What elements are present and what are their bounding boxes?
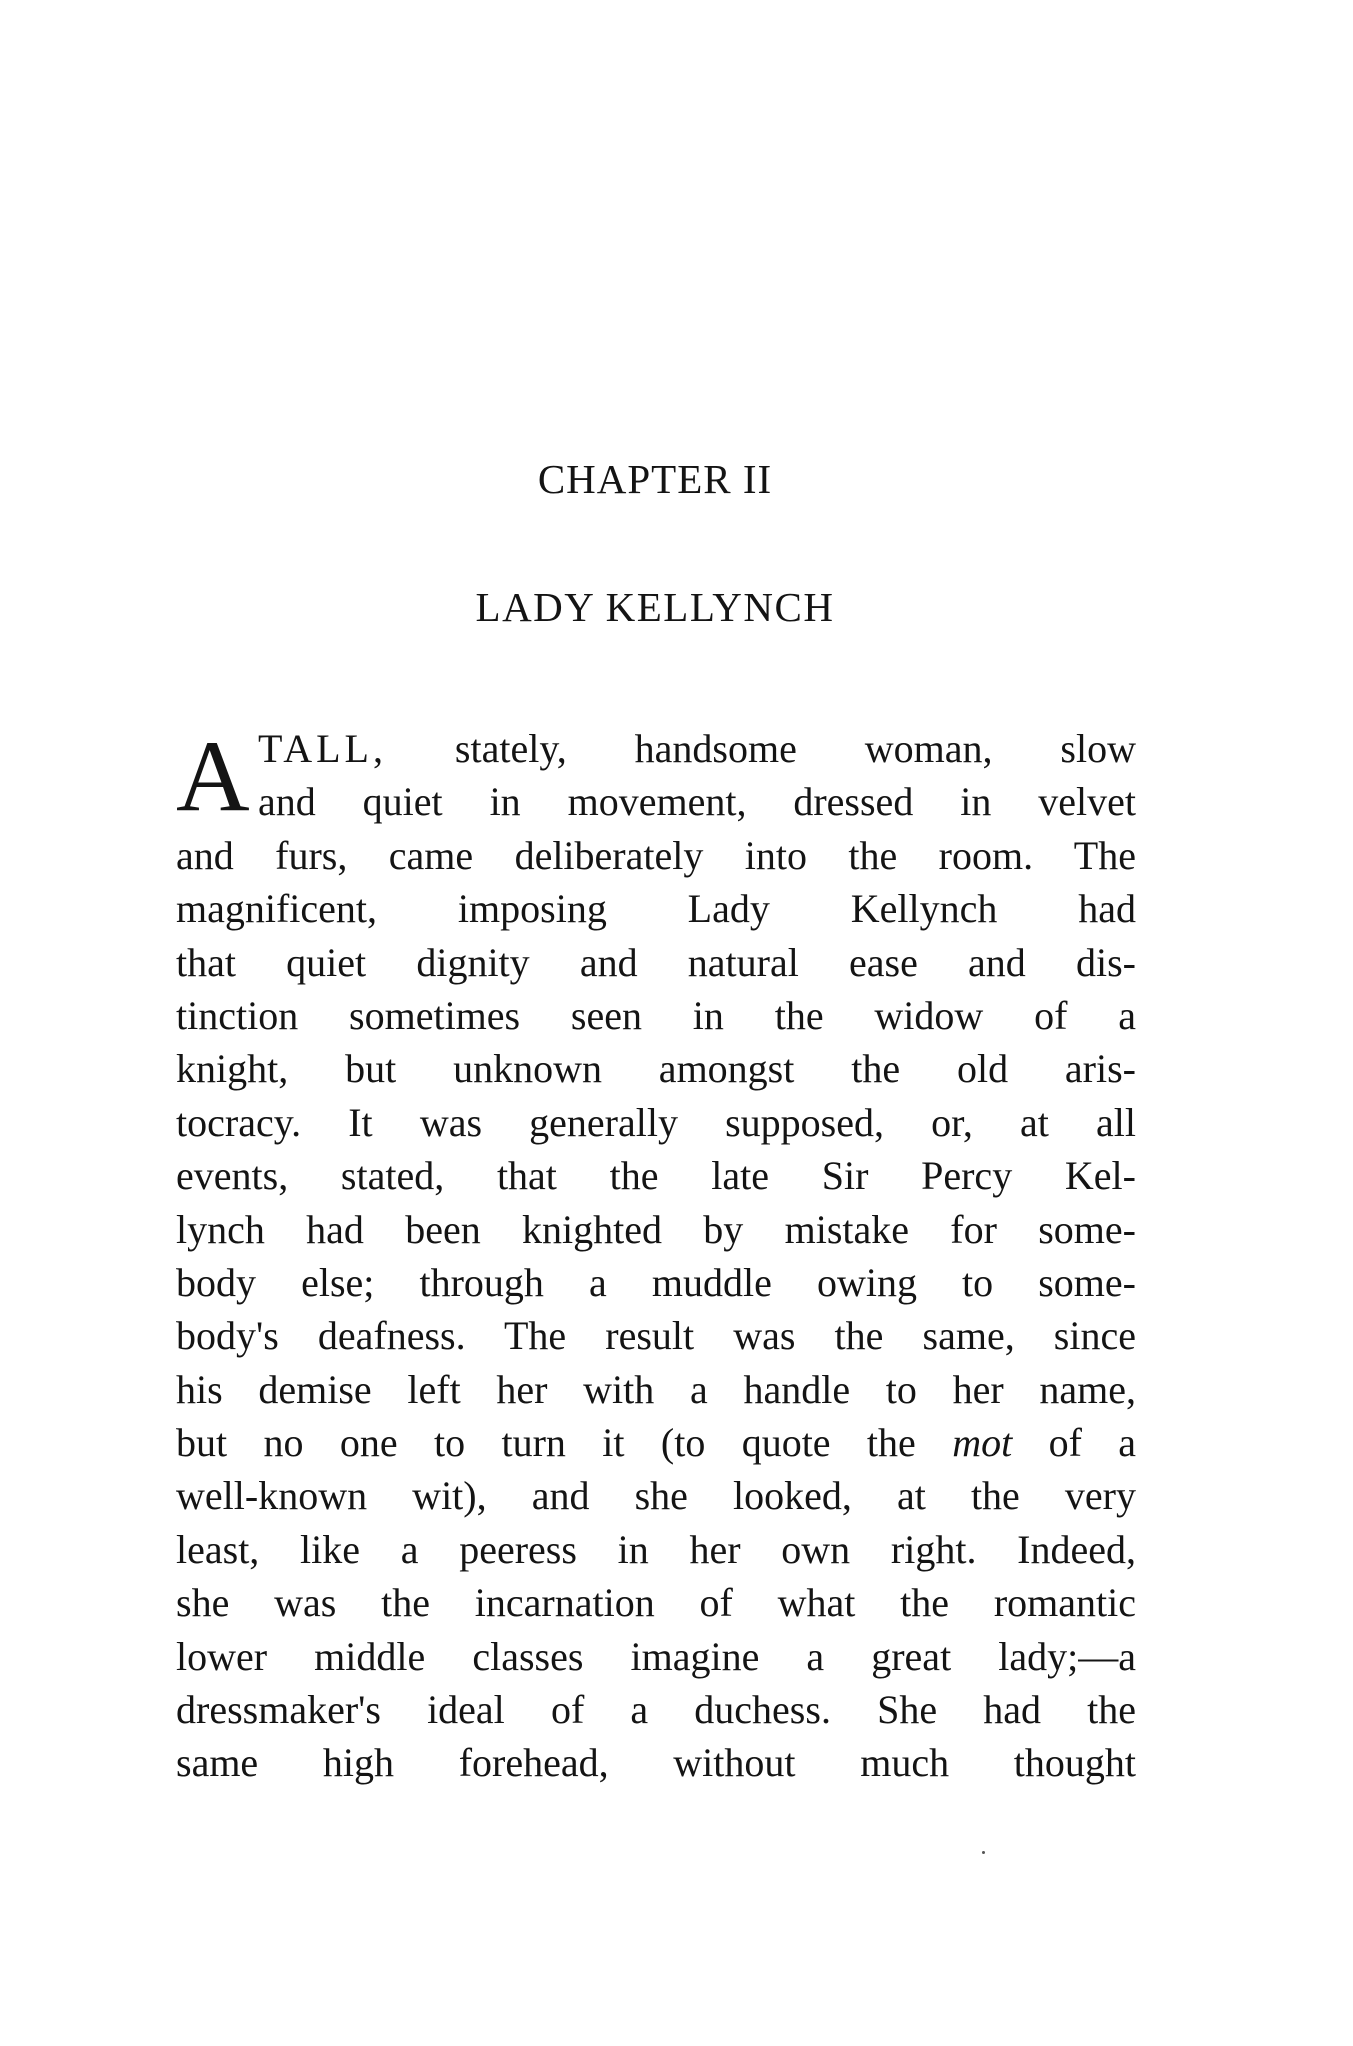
text-line: tinction sometimes seen in the widow of a <box>176 992 1136 1038</box>
text-line: dressmaker's ideal of a duchess. She had the <box>176 1687 1136 1733</box>
text-line-fragment: stately, handsome woman, slow <box>454 726 1136 771</box>
chapter-title: LADY KELLYNCH <box>475 584 835 630</box>
text-line: events, stated, that the late Sir Percy Kel- <box>176 1153 1136 1199</box>
chapter-number: CHAPTER II <box>537 456 773 502</box>
text-line: that quiet dignity and natural ease and dis- <box>176 939 1136 985</box>
text-line <box>176 722 1136 775</box>
drop-cap: A <box>176 720 250 833</box>
text-line: body else; through a muddle owing to some- <box>176 1259 1136 1305</box>
text-line: least, like a peeress in her own right. Indeed, <box>176 1526 1136 1572</box>
text-line-fragment: but no one to turn it (to quote the <box>176 1420 916 1466</box>
body-paragraph <box>176 722 1136 1790</box>
text-line: she was the incarnation of what the romantic <box>176 1580 1136 1626</box>
ink-speck <box>982 1851 985 1854</box>
lead-caps: TALL, <box>258 726 387 771</box>
text-line: and furs, came deliberately into the room. The <box>176 832 1136 878</box>
text-line: tocracy. It was generally supposed, or, at all <box>176 1099 1136 1145</box>
text-line: and quiet in movement, dressed in velvet <box>258 779 1136 825</box>
text-line: well-known wit), and she looked, at the very <box>176 1473 1136 1519</box>
text-line: magnificent, imposing Lady Kellynch had <box>176 886 1136 932</box>
text-line: his demise left her with a handle to her name, <box>176 1366 1136 1412</box>
text-line: body's deafness. The result was the same, since <box>176 1313 1136 1359</box>
text-line: lower middle classes imagine a great lady;—a <box>176 1633 1136 1679</box>
text-line: knight, but unknown amongst the old aris- <box>176 1046 1136 1092</box>
italic-word: mot <box>952 1420 1013 1466</box>
text-line-fragment: of a <box>1048 1420 1137 1466</box>
text-line <box>176 1416 1136 1469</box>
text-line: lynch had been knighted by mistake for some- <box>176 1206 1136 1252</box>
text-line: same high forehead, without much thought <box>176 1740 1136 1786</box>
